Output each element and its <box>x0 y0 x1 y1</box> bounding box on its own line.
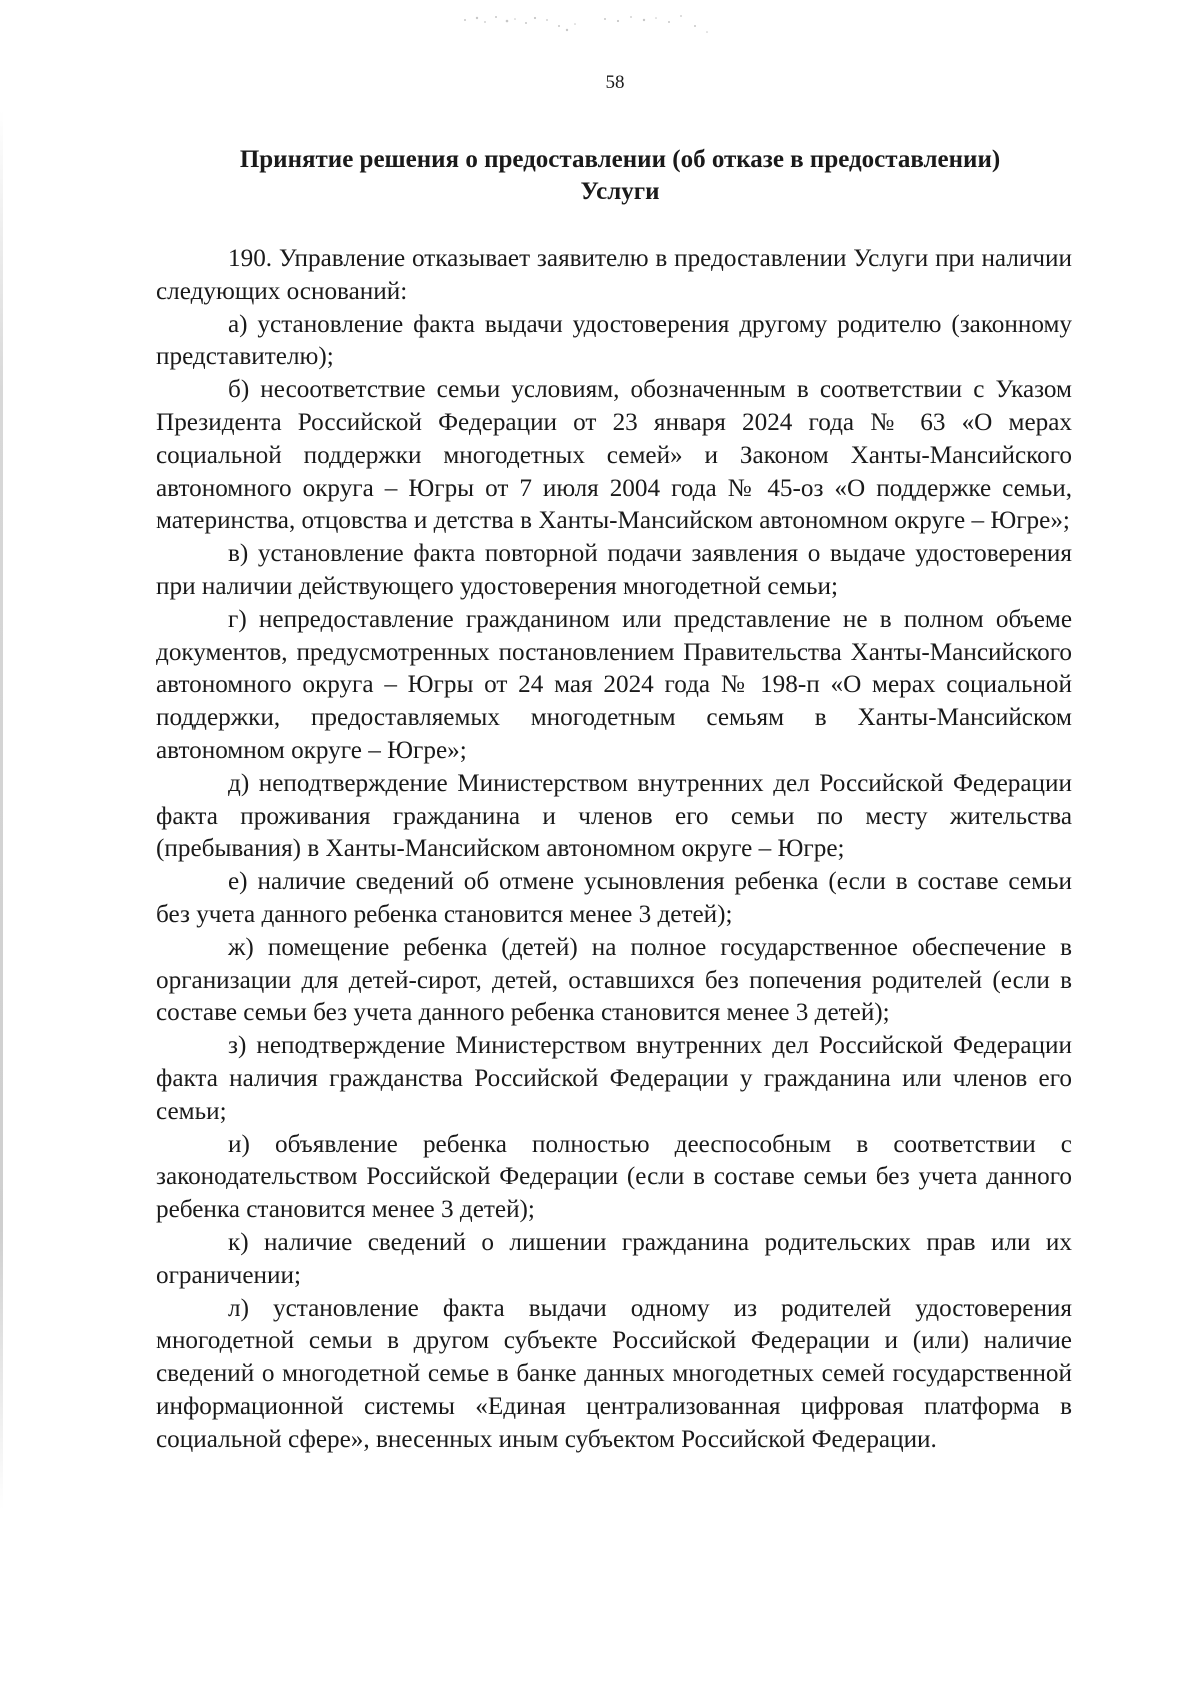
page-number: 58 <box>605 72 625 93</box>
document-body <box>156 243 1072 1456</box>
paragraph-item-z: з) неподтверждение Министерством внутренних дел Российской Федерации факта наличия гражданства Российской Федерации у гражданина или членов его семьи; <box>156 1032 1072 1125</box>
paragraph-item-a: а) установление факта выдачи удостоверения другому родителю (законному представителю); <box>156 310 1072 371</box>
paragraph-item-d: д) неподтверждение Министерством внутренних дел Российской Федерации факта проживания гражданина и членов его семьи по месту жительства (пребывания) в Ханты-Мансийском автономном округе – Югре; <box>156 769 1072 863</box>
scan-left-edge <box>0 110 3 1510</box>
section-heading <box>160 144 1080 208</box>
paragraph-item-k: к) наличие сведений о лишении гражданина родительских прав или их ограничении; <box>156 1228 1072 1289</box>
paragraph-item-b: б) несоответствие семьи условиям, обозначенным в соответствии с Указом Президента Российской Федерации от 23 января 2024 года № 63 «О мерах социальной поддержки многодетных семей» и Законом Ханты-Мансийского автономного округа – Югры от 7 июля 2004 года № 45-оз «О поддержке семьи, материнства, отцовства и детства в Ханты-Мансийском автономном округе – Югре»; <box>156 376 1072 535</box>
paragraph-190: 190. Управление отказывает заявителю в предоставлении Услуги при наличии следующих оснований: <box>156 245 1072 305</box>
section-heading-line-1: Принятие решения о предоставлении (об отказе в предоставлении) <box>239 146 1001 173</box>
section-heading-line-2: Услуги <box>580 178 660 205</box>
paragraph-item-zh: ж) помещение ребенка (детей) на полное государственное обеспечение в организации для детей-сирот, детей, оставшихся без попечения родителей (если в составе семьи без учета данного ребенка становится менее 3 детей); <box>156 933 1072 1027</box>
scan-noise-artifact <box>455 6 735 40</box>
paragraph-item-v: в) установление факта повторной подачи заявления о выдаче удостоверения при наличии действующего удостоверения многодетной семьи; <box>156 540 1072 600</box>
paragraph-item-g: г) непредоставление гражданином или представление не в полном объеме документов, предусмотренных постановлением Правительства Ханты-Мансийского автономного округа – Югры от 24 мая 2024 года № 198-п «О мерах социальной поддержки, предоставляемых многодетным семьям в Ханты-Мансийском автономном округе – Югре»; <box>156 605 1072 764</box>
paragraph-item-l: л) установление факта выдачи одному из родителей удостоверения многодетной семьи в другом субъекте Российской Федерации и (или) наличие сведений о многодетной семье в банке данных многодетных семей государственной информационной системы «Единая централизованная цифровая платформа в социальной сфере», внесенных иным субъектом Российской Федерации. <box>156 1294 1072 1453</box>
paragraph-item-i: и) объявление ребенка полностью дееспособным в соответствии с законодательством Российской Федерации (если в составе семьи без учета данного ребенка становится менее 3 детей); <box>156 1130 1072 1224</box>
paragraph-item-e: е) наличие сведений об отмене усыновления ребенка (если в составе семьи без учета данного ребенка становится менее 3 детей); <box>156 868 1072 928</box>
